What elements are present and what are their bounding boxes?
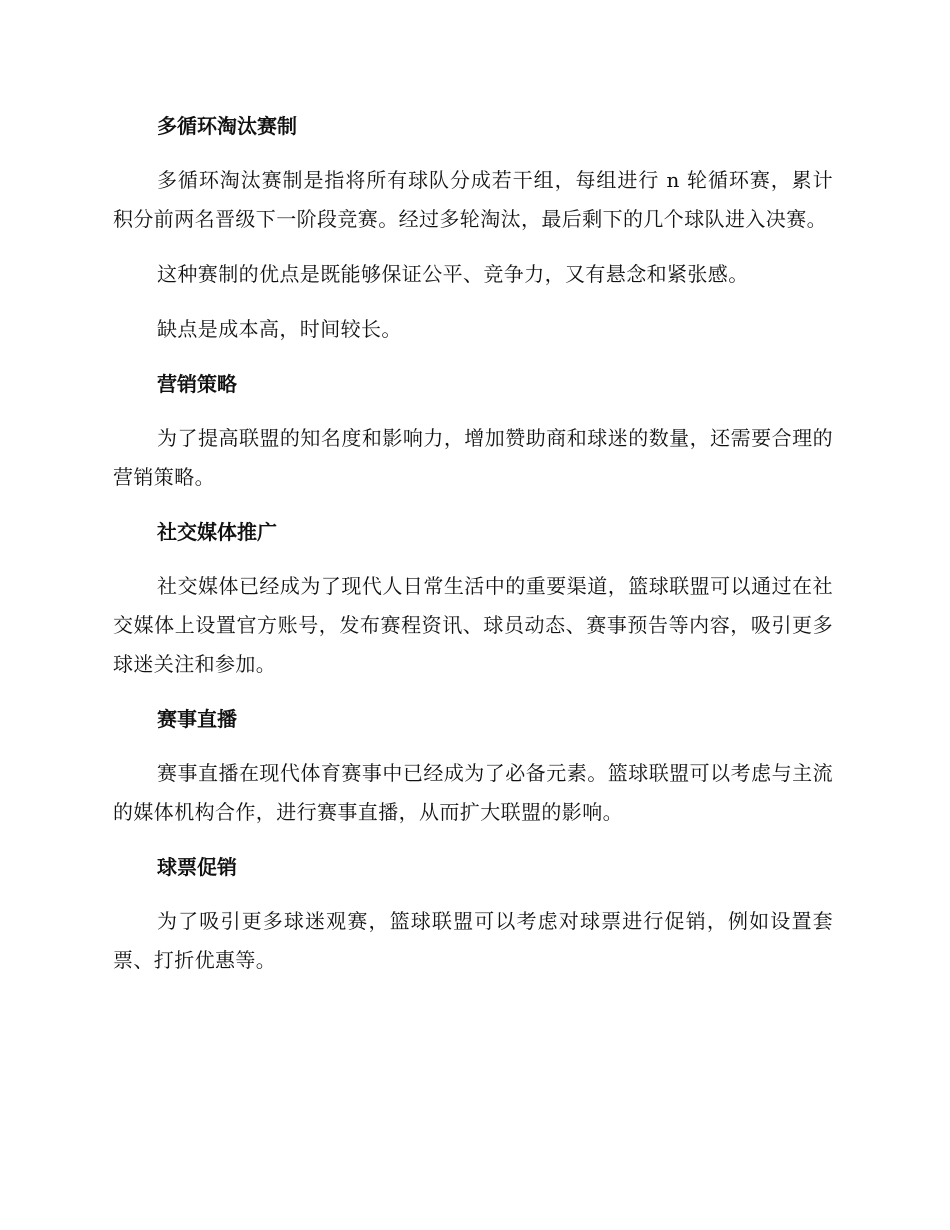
paragraph: 社交媒体已经成为了现代人日常生活中的重要渠道，篮球联盟可以通过在社交媒体上设置官方账号，发布赛程资讯、球员动态、赛事预告等内容，吸引更多球迷关注和参加。 (113, 574, 833, 676)
paragraph: 这种赛制的优点是既能够保证公平、竞争力，又有悬念和紧张感。 (157, 262, 749, 286)
section-heading: 社交媒体推广 (157, 520, 277, 544)
section-heading: 赛事直播 (157, 707, 237, 731)
paragraph: 为了吸引更多球迷观赛，篮球联盟可以考虑对球票进行促销，例如设置套票、打折优惠等。 (113, 909, 833, 972)
section-heading: 球票促销 (157, 855, 237, 879)
paragraph: 缺点是成本高，时间较长。 (157, 317, 402, 341)
section-heading: 多循环淘汰赛制 (157, 114, 297, 138)
section-heading: 营销策略 (157, 372, 237, 396)
paragraph: 赛事直播在现代体育赛事中已经成为了必备元素。篮球联盟可以考虑与主流的媒体机构合作，进行赛事直播，从而扩大联盟的影响。 (113, 761, 833, 824)
paragraph: 多循环淘汰赛制是指将所有球队分成若干组，每组进行 n 轮循环赛，累计积分前两名晋级下一阶段竞赛。经过多轮淘汰，最后剩下的几个球队进入决赛。 (113, 168, 833, 231)
document-page (113, 107, 833, 980)
paragraph: 为了提高联盟的知名度和影响力，增加赞助商和球迷的数量，还需要合理的营销策略。 (113, 426, 833, 489)
